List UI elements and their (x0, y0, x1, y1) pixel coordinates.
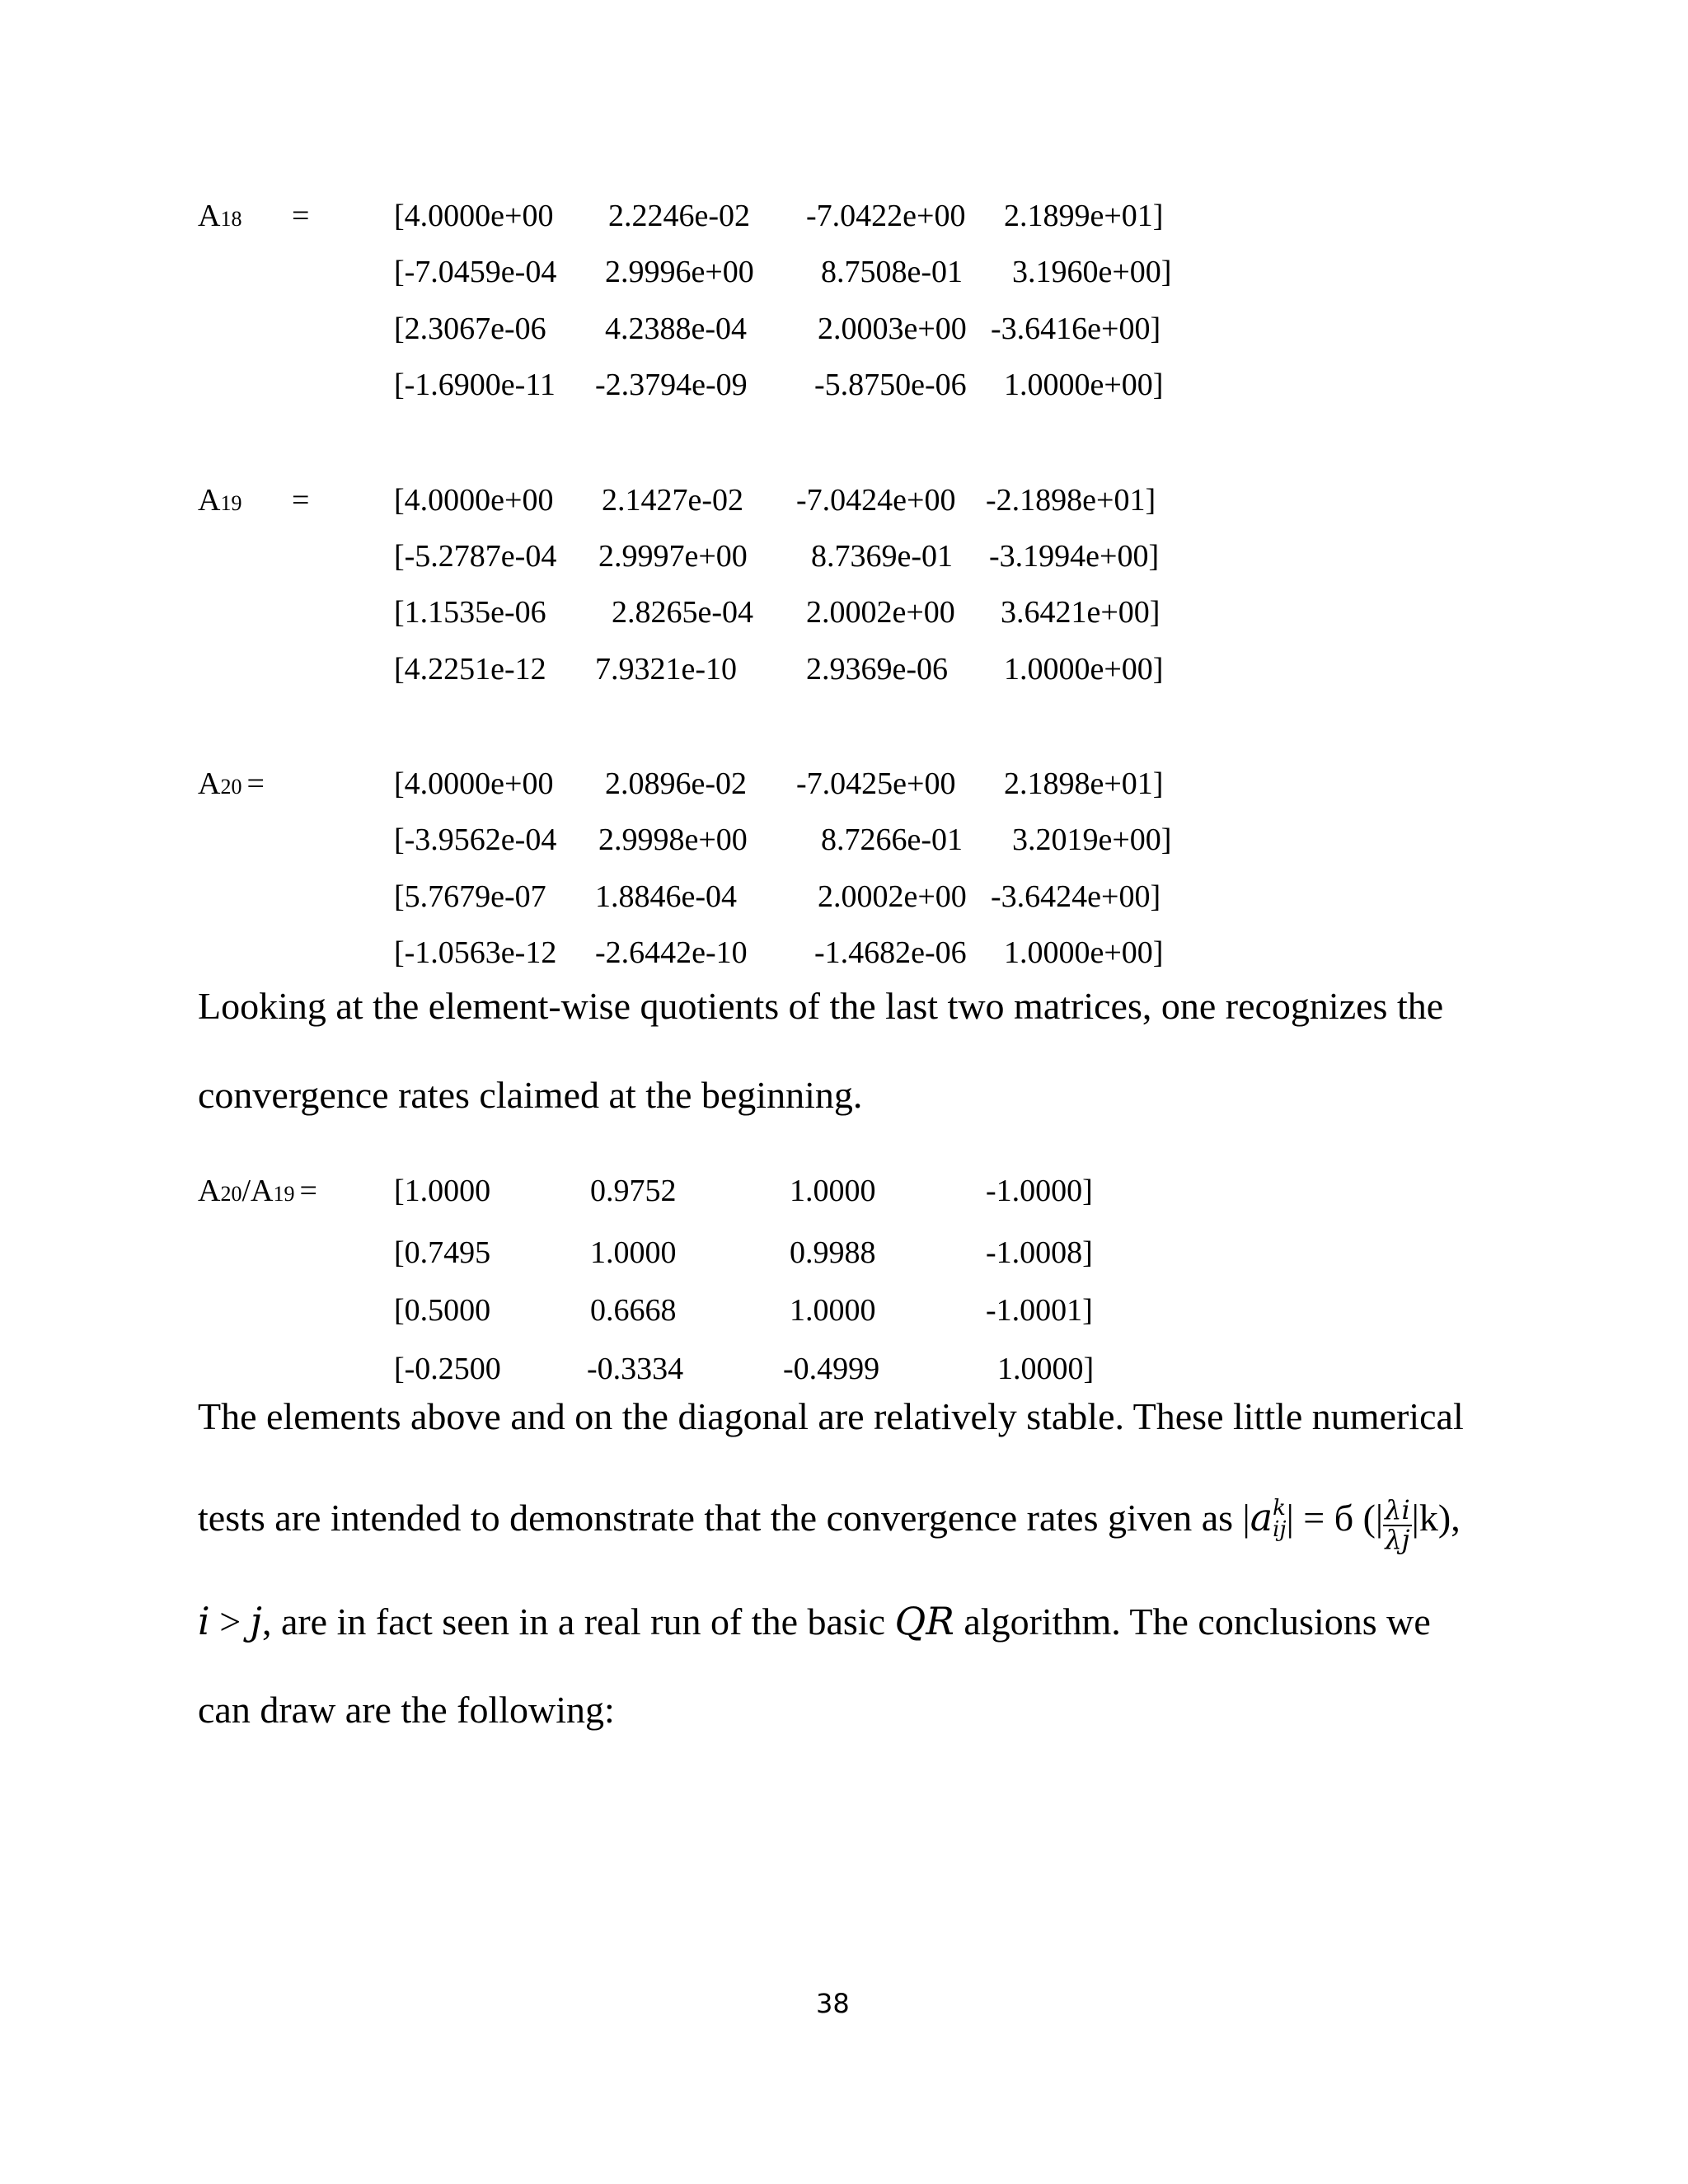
matrix-cell: 7.9321e-10 (595, 652, 738, 687)
matrix-cell: [1.0000 (394, 1174, 491, 1208)
matrix-label: A19 (198, 483, 242, 518)
matrix-cell: 2.1898e+01] (1004, 766, 1164, 801)
equals-sign: = (292, 483, 310, 518)
matrix-cell: [4.0000e+00 (394, 483, 554, 518)
matrix-cell: [4.0000e+00 (394, 766, 554, 801)
formula-a: a (1250, 1495, 1273, 1540)
matrix-cell: 2.9369e-06 (806, 652, 949, 687)
matrix-cell: 1.0000] (997, 1352, 1095, 1386)
matrix-cell: [-5.2787e-04 (394, 539, 557, 574)
matrix-cell: 8.7508e-01 (821, 255, 964, 289)
matrix-cell: [-1.6900e-11 (394, 368, 556, 402)
matrix-cell: -5.8750e-06 (814, 368, 967, 402)
matrix-cell: -7.0424e+00 (796, 483, 956, 518)
matrix-cell: -2.3794e-09 (595, 368, 748, 402)
equals-sign: = (292, 199, 310, 233)
matrix-cell: 2.9998e+00 (598, 823, 748, 857)
paragraph-line: can draw are the following: (198, 1689, 615, 1731)
matrix-cell: 1.0000 (790, 1174, 876, 1208)
matrix-label: A20/A19 = (198, 1174, 317, 1208)
paragraph-line-formula: tests are intended to demonstrate that the convergence rates given as |a k ij | = б (| $\frac{\lambda i}{\lambda j}$ |k), (198, 1494, 1461, 1555)
matrix-cell: [5.7679e-07 (394, 879, 546, 914)
matrix-cell: 2.1899e+01] (1004, 199, 1164, 233)
matrix-cell: 8.7369e-01 (811, 539, 954, 574)
matrix-cell: 3.2019e+00] (1012, 823, 1172, 857)
matrix-cell: -3.1994e+00] (989, 539, 1160, 574)
matrix-cell: 1.0000 (590, 1235, 677, 1270)
matrix-cell: -2.6442e-10 (595, 935, 748, 970)
matrix-cell: [1.1535e-06 (394, 595, 546, 630)
matrix-cell: 1.0000 (790, 1293, 876, 1328)
matrix-cell: 4.2388e-04 (605, 312, 748, 346)
matrix-label: A20 = (198, 766, 265, 801)
matrix-cell: -2.1898e+01] (986, 483, 1156, 518)
matrix-cell: [-0.2500 (394, 1352, 501, 1386)
matrix-cell: -3.6416e+00] (991, 312, 1161, 346)
matrix-cell: 2.0002e+00 (818, 879, 967, 914)
matrix-cell: 3.1960e+00] (1012, 255, 1172, 289)
matrix-cell: [4.0000e+00 (394, 199, 554, 233)
matrix-cell: -1.4682e-06 (814, 935, 967, 970)
page-number: 38 (816, 1988, 850, 2019)
matrix-cell: 0.6668 (590, 1293, 677, 1328)
matrix-cell: -3.6424e+00] (991, 879, 1161, 914)
matrix-cell: 1.8846e-04 (595, 879, 738, 914)
matrix-cell: 1.0000e+00] (1004, 935, 1164, 970)
matrix-cell: -7.0422e+00 (806, 199, 966, 233)
paragraph-line: Looking at the element-wise quotients of the last two matrices, one recognizes the (198, 985, 1444, 1027)
matrix-cell: -1.0000] (986, 1174, 1093, 1208)
matrix-cell: -1.0001] (986, 1293, 1093, 1328)
matrix-cell: [4.2251e-12 (394, 652, 546, 687)
matrix-cell: [-7.0459e-04 (394, 255, 557, 289)
matrix-cell: 1.0000e+00] (1004, 368, 1164, 402)
matrix-cell: [-3.9562e-04 (394, 823, 557, 857)
matrix-cell: 1.0000e+00] (1004, 652, 1164, 687)
matrix-cell: [-1.0563e-12 (394, 935, 557, 970)
matrix-cell: 2.9996e+00 (605, 255, 754, 289)
matrix-cell: 2.8265e-04 (612, 595, 754, 630)
matrix-cell: 0.9988 (790, 1235, 876, 1270)
matrix-label: A18 (198, 199, 242, 233)
paragraph-line: convergence rates claimed at the beginning. (198, 1074, 863, 1116)
matrix-cell: 8.7266e-01 (821, 823, 964, 857)
matrix-cell: 2.1427e-02 (602, 483, 744, 518)
matrix-cell: [2.3067e-06 (394, 312, 546, 346)
matrix-cell: 2.0003e+00 (818, 312, 967, 346)
matrix-cell: 2.9997e+00 (598, 539, 748, 574)
matrix-cell: 2.0896e-02 (605, 766, 748, 801)
matrix-cell: 0.9752 (590, 1174, 677, 1208)
matrix-cell: 2.0002e+00 (806, 595, 955, 630)
matrix-cell: -1.0008] (986, 1235, 1093, 1270)
matrix-cell: [0.5000 (394, 1293, 491, 1328)
matrix-cell: 2.2246e-02 (608, 199, 751, 233)
matrix-cell: -0.4999 (783, 1352, 880, 1386)
paragraph-line: i > j, are in fact seen in a real run of the basic QR algorithm. The conclusions we (198, 1599, 1431, 1643)
lambda-fraction: $\frac{\lambda i}{\lambda j}$ (1385, 1494, 1410, 1555)
paragraph-line: The elements above and on the diagonal are relatively stable. These little numerical (198, 1395, 1464, 1437)
formula-superscript-subscript: k ij (1273, 1495, 1287, 1542)
matrix-cell: [0.7495 (394, 1235, 491, 1270)
matrix-cell: -7.0425e+00 (796, 766, 956, 801)
matrix-cell: -0.3334 (587, 1352, 684, 1386)
matrix-cell: 3.6421e+00] (1001, 595, 1160, 630)
